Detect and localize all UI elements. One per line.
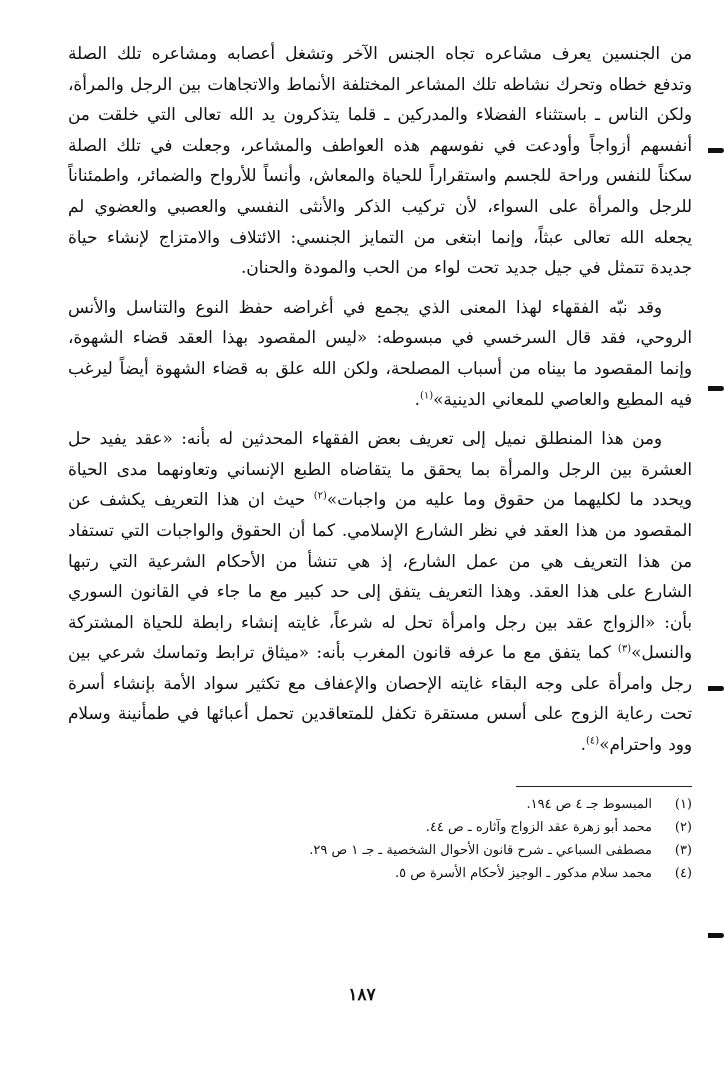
margin-mark (708, 686, 724, 691)
footnote-number: (٣) (674, 842, 692, 858)
paragraph-1: من الجنسين يعرف مشاعره تجاه الجنس الآخر وتشغل أعصابه ومشاعره تلك الصلة وتدفع خطاه وتحرك نشاطه تلك المشاعر المختلفة الأنماط والاتجاهات بين الرجل والمرأة، ولكن الناس ـ باستثناء الفضلاء والمدركين ـ قلما يتذكرون يد الله تعالى التي خلقت من أنفسهم أزواجاً وأودعت في نفوسهم هذه العواطف والمشاعر، وجعلت في تلك الصلة سكناً للنفس وراحة للجسم واستقراراً للحياة والمعاش، وأنساً للأرواح والضمائر، واطمئناناً للرجل والمرأة على السواء، لأن تركيب الذكر والأنثى النفسي والعصبي والعضوي لم يجعله الله تعالى عبثاً، وإنما ابتغى من التمايز الجنسي: الائتلاف والامتزاج لإنشاء حياة جديدة تتمثل في جيل جديد تحت لواء من الحب والمودة والحنان. (68, 43, 692, 278)
paragraph-3-text-c: كما يتفق مع ما عرفه قانون المغرب بأنه: «ميثاق ترابط وتماسك شرعي بين رجل وامرأة على وجه البقاء غايته الإحصان والإعفاف مع تكثير سواد الأمة بإنشاء أسرة تحت رعاية الزوج على أسس مستقرة تكفل للمتعاقدين تحمل أعبائها في طمأنينة وسلام وود واحترام» (68, 642, 692, 755)
footnote-number: (٢) (674, 819, 692, 835)
footnote-text: محمد أبو زهرة عقد الزواج وآثاره ـ ص ٤٤. (425, 819, 652, 835)
page-number: ١٨٧ (348, 985, 376, 1005)
footnote-divider (516, 786, 692, 787)
footnote-text: مصطفى السباعي ـ شرح قانون الأحوال الشخصية ـ جـ ١ ص ٢٩. (309, 842, 652, 858)
footnote-ref-1[interactable]: (١) (419, 389, 434, 401)
footnotes (68, 793, 692, 885)
footnote-ref-2[interactable]: (٢) (313, 490, 327, 502)
margin-mark (708, 148, 724, 153)
margin-mark (708, 386, 724, 391)
paragraph-3-end: . (580, 734, 586, 755)
footnote-number: (٤) (674, 865, 692, 881)
page-body (68, 38, 692, 885)
footnote-text: المبسوط جـ ٤ ص ١٩٤. (526, 796, 652, 812)
margin-mark (708, 933, 724, 938)
paragraph-3-text-a: ومن هذا المنطلق نميل إلى تعريف بعض الفقهاء المحدثين له بأنه: «عقد يفيد حل العشرة بين الرجل والمرأة بما يحقق ما يتقاضاه الطبع الإنساني وتعاونهما مدى الحياة ويحدد ما لكليهما من حقوق وما عليه من واجبات» (68, 428, 692, 510)
footnote-1 (68, 793, 692, 816)
footnote-ref-3[interactable]: (٣) (617, 643, 632, 655)
paragraph-3-text-b: حيث ان هذا التعريف يكشف عن المقصود من هذا العقد في نظر الشارع الإسلامي. كما أن الحقوق والواجبات التي تستفاد من هذا التعريف هي من عمل الشارع، إذ هي تنشأ من الأحكام الشرعية التي رتبها الشارع على هذا العقد. وهذا التعريف يتفق إلى حد كبير مع ما جاء في القانون السوري بأن: «الزواج عقد بين رجل وامرأة تحل له شرعاً، غايته إنشاء رابطة للحياة المشتركة والنسل» (68, 489, 692, 663)
footnote-2 (68, 816, 692, 839)
footnote-3 (68, 839, 692, 862)
footnote-text: محمد سلام مدكور ـ الوجيز لأحكام الأسرة ص ٥. (394, 865, 652, 881)
paragraph-2 (68, 292, 692, 414)
footnote-ref-4[interactable]: (٤) (586, 735, 600, 747)
paragraph-2-end: . (414, 388, 420, 409)
paragraph-3 (68, 423, 692, 760)
paragraph-2-text: وقد نبّه الفقهاء لهذا المعنى الذي يجمع في أغراضه حفظ النوع والتناسل والأنس الروحي، فقد قال السرخسي في مبسوطه: «ليس المقصود بهذا العقد قضاء الشهوة، وإنما المقصود ما بيناه من أسباب المصلحة، ولكن الله علق به قضاء الشهوة أيضاً ليرغب فيه المطيع والعاصي للمعاني الدينية» (68, 296, 692, 409)
footnote-number: (١) (674, 796, 692, 812)
footnote-4 (68, 862, 692, 885)
